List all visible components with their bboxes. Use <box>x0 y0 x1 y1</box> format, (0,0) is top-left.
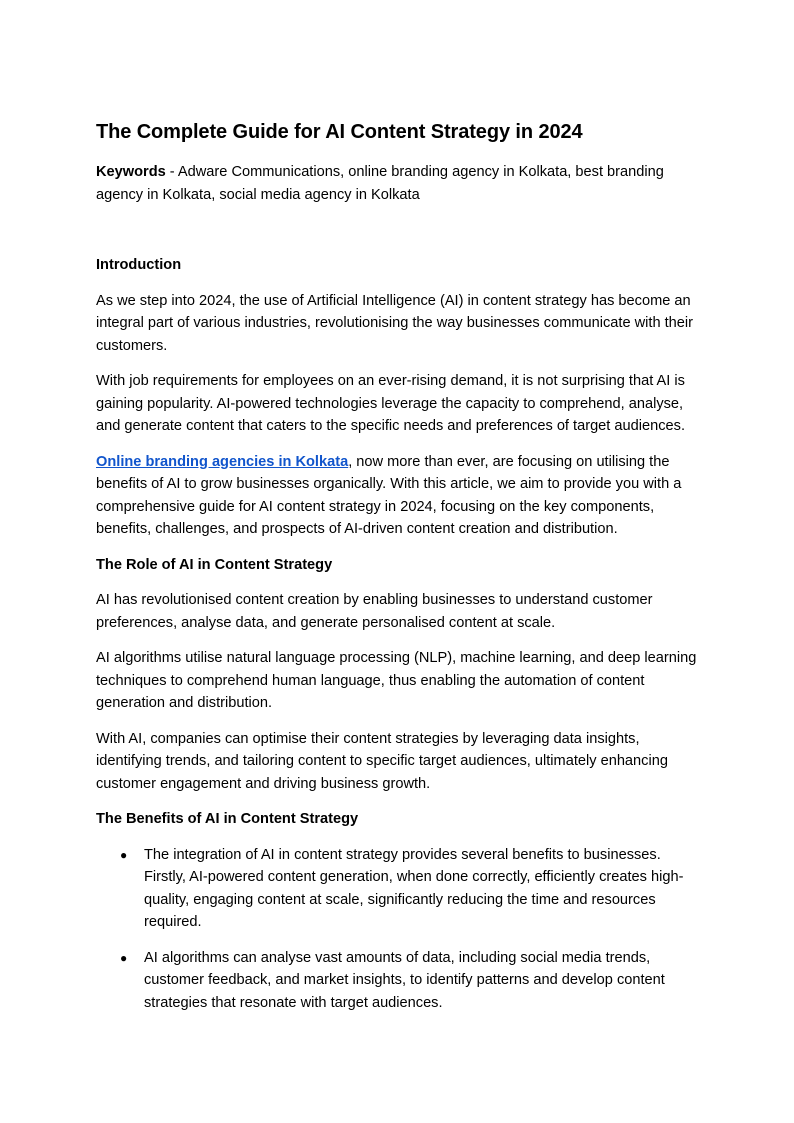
keywords-text: - Adware Communications, online branding agency in Kolkata, best branding agency in Kolkata, social media agency in Kolkata <box>96 164 664 203</box>
role-paragraph-3: With AI, companies can optimise their content strategies by leveraging data insights, identifying trends, and tailoring content to specific target audiences, ultimately enhancing customer engagement and driving business growth. <box>96 730 668 792</box>
blank-space <box>96 206 706 254</box>
bullet-icon: ● <box>120 950 128 965</box>
introduction-heading: Introduction <box>96 257 182 273</box>
benefits-list <box>96 844 706 1015</box>
branding-agencies-link[interactable]: Online branding agencies in Kolkata <box>96 453 349 470</box>
benefits-heading: The Benefits of AI in Content Strategy <box>96 811 359 827</box>
role-paragraph-1: AI has revolutionised content creation by enabling businesses to understand customer preferences, analyse data, and generate personalised content at scale. <box>96 592 653 631</box>
role-heading: The Role of AI in Content Strategy <box>96 556 333 573</box>
keywords-paragraph <box>96 161 706 206</box>
document-page <box>96 118 706 1027</box>
keywords-label: Keywords <box>96 164 166 180</box>
list-item-text: AI algorithms can analyse vast amounts of data, including social media trends, customer feedback, and market insights, to identify patterns and develop content strategies that resonate with target audiences. <box>144 949 665 1011</box>
role-paragraph-2: AI algorithms utilise natural language processing (NLP), machine learning, and deep learning techniques to comprehend human language, thus enabling the automation of content generation and distribution. <box>96 650 697 711</box>
introduction-paragraph-3 <box>96 451 706 541</box>
introduction-paragraph-2: With job requirements for employees on an ever-rising demand, it is not surprising that AI is gaining popularity. AI-powered technologies leverage the capacity to comprehend, analyse, and generate content that caters to the specific needs and preferences of target audiences. <box>96 373 686 434</box>
document-title: The Complete Guide for AI Content Strategy in 2024 <box>96 121 583 143</box>
introduction-paragraph-3-text: , now more than ever, are focusing on utilising the benefits of AI to grow businesses organically. With this article, we aim to provide you with a comprehensive guide for AI content strategy in 2024, focusing on the key components, benefits, challenges, and prospects of AI-driven content creation and distribution. <box>96 453 682 537</box>
list-item <box>120 844 706 934</box>
bullet-icon: ● <box>120 847 128 862</box>
list-item-text: The integration of AI in content strategy provides several benefits to businesses. Firstly, AI-powered content generation, when done correctly, efficiently creates high-quality, engaging content at scale, significantly reducing the time and resources required. <box>144 846 684 930</box>
introduction-paragraph-1: As we step into 2024, the use of Artificial Intelligence (AI) in content strategy has become an integral part of various industries, revolutionising the way businesses communicate with their customers. <box>96 292 694 354</box>
list-item <box>120 947 706 1015</box>
